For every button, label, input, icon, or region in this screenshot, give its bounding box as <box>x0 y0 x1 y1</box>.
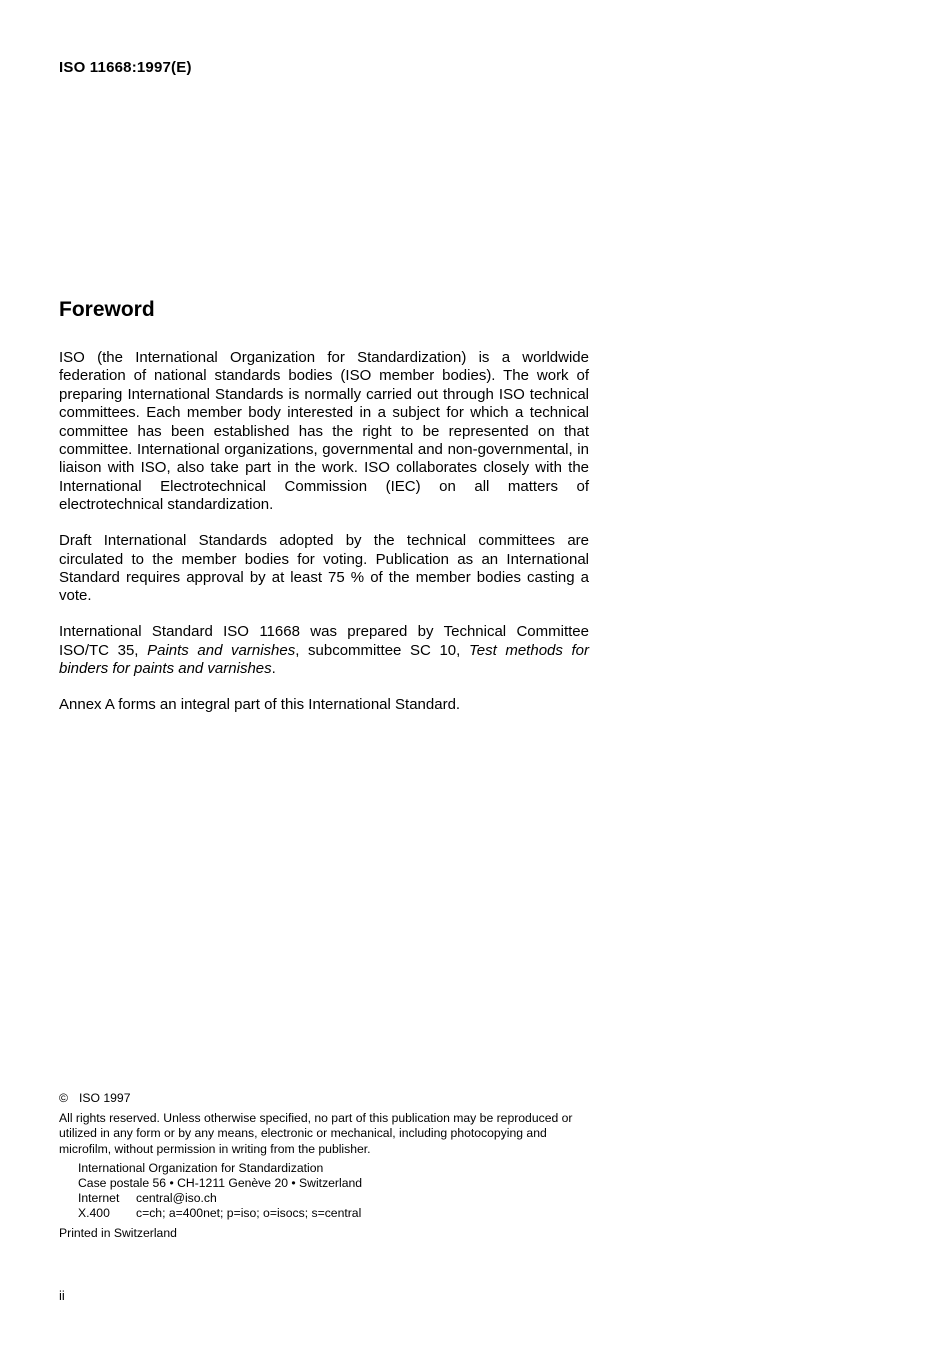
rights-statement: All rights reserved. Unless otherwise specified, no part of this publication may be reproduced or utilized in any form or by any means, electronic or mechanical, including photocopying and microfilm, without permission in writing from the publisher. <box>59 1111 573 1156</box>
foreword-body <box>59 349 589 732</box>
org-name: International Organization for Standardization <box>78 1160 324 1175</box>
foreword-paragraph-1: ISO (the International Organization for Standardization) is a worldwide federation of national standards bodies (ISO member bodies). The work of preparing International Standards is normally carried out through ISO technical committees. Each member body interested in a subject for which a technical committee has been established has the right to be represented on that committee. International organizations, governmental and non-governmental, in liaison with ISO, also take part in the work. ISO collaborates closely with the International Electrotechnical Commission (IEC) on all matters of electrotechnical standardization. <box>59 349 589 514</box>
committee-title: Paints and varnishes <box>147 641 296 659</box>
copyright-text: ISO 1997 <box>79 1091 131 1105</box>
copyright-line <box>59 1091 599 1106</box>
x400-value: c=ch; a=400net; p=iso; o=isocs; s=central <box>136 1206 362 1221</box>
copyright-footer <box>59 1091 599 1241</box>
foreword-paragraph-2: Draft International Standards adopted by the technical committees are circulated to the member bodies for voting. Publication as an International Standard requires approval by at least 75 % of the member bodies casting a vote. <box>59 532 589 605</box>
paragraph-3-text-3: . <box>271 660 276 678</box>
copyright-icon: © <box>59 1091 68 1105</box>
printed-in: Printed in Switzerland <box>59 1225 177 1240</box>
foreword-heading: Foreword <box>59 298 155 321</box>
foreword-paragraph-4: Annex A forms an integral part of this International Standard. <box>59 696 461 714</box>
document-id: ISO 11668:1997(E) <box>59 59 192 76</box>
postal-address: Case postale 56 • CH-1211 Genève 20 • Switzerland <box>78 1176 363 1191</box>
x400-row <box>78 1206 599 1221</box>
internet-row <box>78 1191 599 1206</box>
paragraph-3-text-2: , subcommittee SC 10, <box>295 641 469 659</box>
page-number: ii <box>59 1288 65 1303</box>
x400-label: X.400 <box>78 1206 110 1221</box>
internet-label: Internet <box>78 1191 120 1206</box>
paragraph-3-text-1: International Standard ISO 11668 was prepared by Technical Committee ISO/TC 35, <box>59 623 589 659</box>
subcommittee-title: Test methods for binders for paints and varnishes <box>59 641 589 678</box>
internet-value: central@iso.ch <box>136 1191 217 1206</box>
foreword-paragraph-3 <box>59 623 589 678</box>
publisher-address <box>59 1161 599 1222</box>
